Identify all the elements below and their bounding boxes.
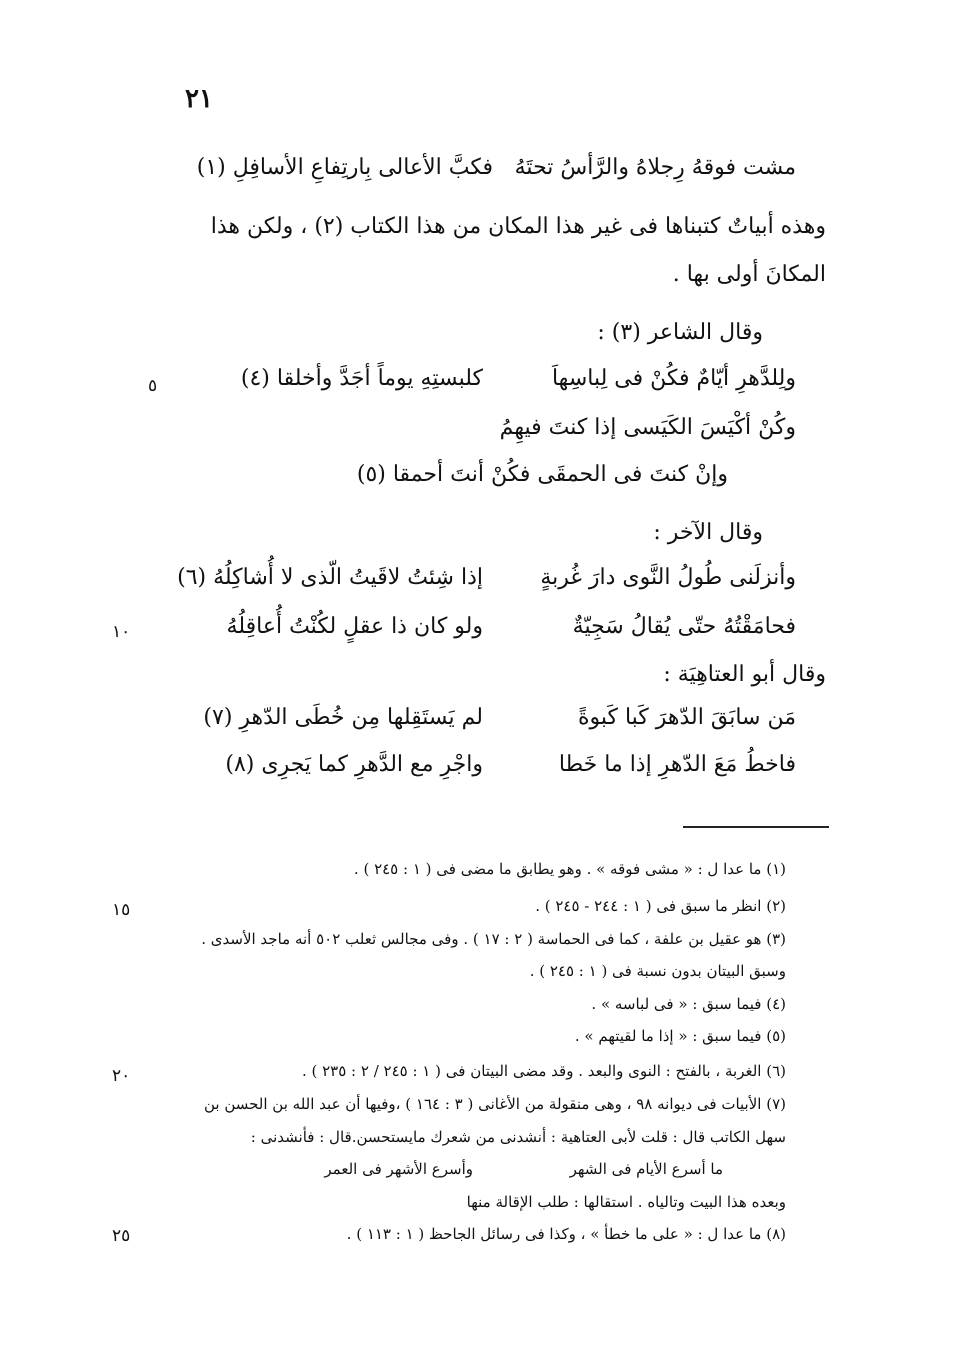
footnote: (٦) الغربة ، بالفتح : النوى والبعد . وقد مضى البيتان فى ( ١ : ٢٤٥ / ٢ : ٢٣٥ ) . bbox=[301, 1062, 786, 1080]
footnote: وسبق البيتان بدون نسبة فى ( ١ : ٢٤٥ ) . bbox=[529, 962, 786, 980]
footnote: (٤) فيما سبق : « فى لباسه » . bbox=[591, 995, 786, 1013]
line-number-marker: ١٠ bbox=[112, 622, 131, 642]
verse-hemistich-left: واجْرِ مع الدَّهرِ كما يَجرِى (٨) bbox=[225, 752, 483, 777]
verse-hemistich-right: مَن سابَقَ الدّهرَ كَبا كَبوةً bbox=[577, 705, 796, 730]
footnote: سهل الكاتب قال : قلت لأبى العتاهية : أنشدنى من شعرك مايستحسن.قال : فأنشدنى : bbox=[250, 1128, 786, 1146]
verse-hemistich-left: فكبَّ الأعالى بِارتِفاعِ الأسافِلِ (١) bbox=[196, 155, 493, 180]
footnote: وبعده هذا البيت وتالياه . استقالها : طلب الإقالة منها bbox=[466, 1193, 786, 1211]
line-number-marker: ٢٥ bbox=[112, 1226, 131, 1246]
verse-hemistich-right: فحامَقْتُهُ حتّى يُقالُ سَجِيّةٌ bbox=[572, 614, 796, 639]
line-number-marker: ١٥ bbox=[112, 900, 131, 920]
verse-hemistich-right: ولِلدَّهرِ أيّامٌ فكُنْ فى لِباسِهاَ bbox=[551, 366, 796, 391]
footnote: (٨) ما عدا ل : « على ما خطأ » ، وكذا فى رسائل الجاحظ ( ١ : ١١٣ ) . bbox=[346, 1225, 786, 1243]
verse-hemistich-left: إذا شِئتُ لاقَيتُ الّذى لا أُشاكِلُهُ (٦) bbox=[177, 565, 483, 590]
verse-hemistich-left: كلبستِهِ يوماً أجَدَّ وأخلقا (٤) bbox=[240, 366, 483, 391]
verse-hemistich-right: فاخطُ مَعَ الدّهرِ إذا ما خَطا bbox=[558, 752, 796, 777]
footnote-verse-right: ما أسرع الأيام فى الشهر bbox=[569, 1160, 723, 1178]
poet-intro: وقال أبو العتاهِيَة : bbox=[663, 662, 826, 687]
line-number-marker: ٢٠ bbox=[112, 1066, 131, 1086]
paragraph-line: المكانَ أولى بها . bbox=[672, 262, 826, 287]
footnote: (٢) انظر ما سبق فى ( ١ : ٢٤٤ - ٢٤٥ ) . bbox=[535, 897, 786, 915]
paragraph-line: وهذه أبياتٌ كتبناها فى غير هذا المكان من هذا الكتاب (٢) ، ولكن هذا bbox=[210, 214, 826, 239]
poet-intro: وقال الشاعر (٣) : bbox=[597, 320, 763, 345]
footnote-separator bbox=[683, 826, 829, 828]
verse-hemistich-left: وإنْ كنتَ فى الحمقَى فكُنْ أنتَ أحمقا (٥) bbox=[356, 462, 728, 487]
footnote: (٥) فيما سبق : « إذا ما لقيتهم » . bbox=[574, 1027, 786, 1045]
verse-hemistich-right: وكُنْ أكْيَسَ الكَيَسى إذا كنتَ فيهِمُ bbox=[499, 415, 796, 440]
verse-hemistich-left: ولو كان ذا عقلٍ لكُنْتُ أُعاقِلُهُ bbox=[226, 614, 483, 639]
verse-hemistich-right: مشت فوقهُ رِجلاهُ والرَّأسُ تحتَهُ bbox=[514, 155, 796, 180]
verse-hemistich-right: وأنزلَنى طُولُ النَّوى دارَ غُربةٍ bbox=[540, 565, 796, 590]
footnote-verse-left: وأسرع الأشهر فى العمر bbox=[324, 1160, 473, 1178]
verse-hemistich-left: لم يَستَقِلها مِن خُطَى الدّهرِ (٧) bbox=[203, 705, 483, 730]
footnote: (١) ما عدا ل : « مشى فوقه » . وهو يطابق ما مضى فى ( ١ : ٢٤٥ ) . bbox=[353, 860, 786, 878]
poet-intro: وقال الآخر : bbox=[653, 520, 763, 545]
footnote: (٧) الأبيات فى ديوانه ٩٨ ، وهى منقولة من الأغانى ( ٣ : ١٦٤ ) ،وفيها أن عبد الله بن الحسن بن bbox=[203, 1095, 786, 1113]
page-number: ٢١ bbox=[185, 84, 213, 114]
footnote: (٣) هو عقيل بن علفة ، كما فى الحماسة ( ٢ : ١٧ ) . وفى مجالس ثعلب ٥٠٢ أنه ماجد الأسدى . bbox=[201, 930, 786, 948]
line-number-marker: ٥ bbox=[148, 376, 158, 396]
